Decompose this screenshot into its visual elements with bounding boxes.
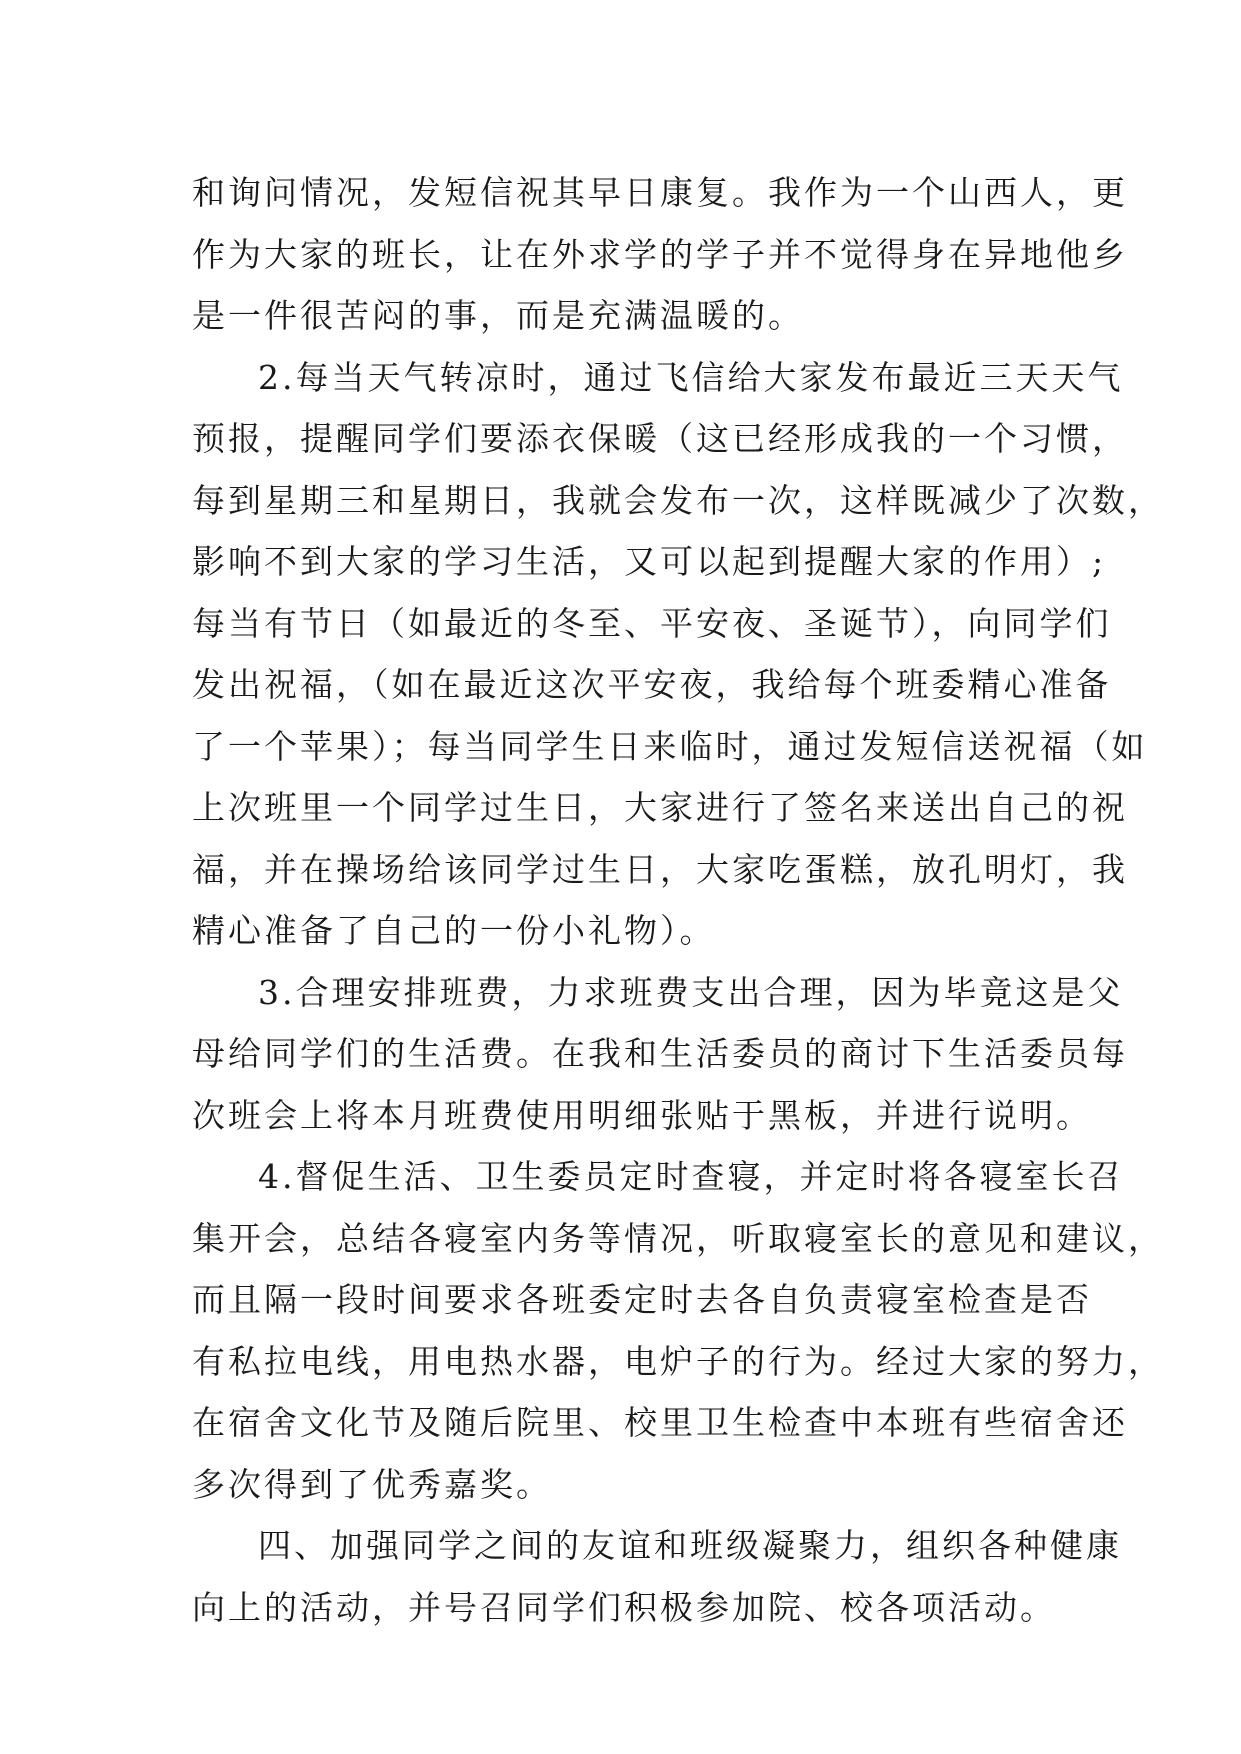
text-line: 精心准备了自己的一份小礼物）。: [192, 911, 716, 950]
text-line: 母给同学们的生活费。在我和生活委员的商讨下生活委员每: [192, 1034, 1128, 1073]
text-line: 在宿舍文化节及随后院里、校里卫生检查中本班有些宿舍还: [192, 1403, 1128, 1442]
text-line: 而且隔一段时间要求各班委定时去各自负责寝室检查是否: [192, 1280, 1092, 1319]
text-line: 每当有节日（如最近的冬至、平安夜、圣诞节），向同学们: [192, 603, 1112, 643]
text-line: 是一件很苦闷的事，而是充满温暖的。: [192, 296, 804, 335]
text-line: 4.督促生活、卫生委员定时查寝，并定时将各寝室长召: [258, 1157, 1124, 1196]
paragraph-4: [192, 1146, 1164, 1515]
text-line: 多次得到了优秀嘉奖。: [192, 1464, 552, 1504]
text-line: 有私拉电线，用电热水器，电炉子的行为。经过大家的努力，: [192, 1341, 1164, 1381]
text-line: 四、加强同学之间的友谊和班级凝聚力，组织各种健康: [258, 1526, 1122, 1565]
text-line: 2.每当天气转凉时，通过飞信给大家发布最近三天天气: [258, 357, 1124, 397]
text-line: 影响不到大家的学习生活，又可以起到提醒大家的作用）;: [192, 542, 1107, 581]
text-line: 次班会上将本月班费使用明细张贴于黑板，并进行说明。: [192, 1095, 1092, 1135]
text-line: 作为大家的班长，让在外求学的学子并不觉得身在异地他乡: [192, 234, 1128, 274]
text-line: 发出祝福，（如在最近这次平安夜，我给每个班委精心准备: [192, 665, 1112, 704]
text-line: 预报，提醒同学们要添衣保暖（这已经形成我的一个习惯，: [192, 419, 1128, 458]
paragraph-1: [192, 162, 1128, 347]
text-line: 上次班里一个同学过生日，大家进行了签名来送出自己的祝: [192, 788, 1128, 827]
paragraph-2: [192, 347, 1164, 962]
text-line: 福，并在操场给该同学过生日，大家吃蛋糕，放孔明灯，我: [192, 849, 1128, 889]
text-line: 和询问情况，发短信祝其早日康复。我作为一个山西人，更: [192, 173, 1128, 212]
paragraph-3: [192, 962, 1128, 1147]
text-line: 了一个苹果）；每当同学生日来临时，通过发短信送祝福（如: [192, 726, 1148, 766]
text-line: 3.合理安排班费，力求班费支出合理，因为毕竟这是父: [258, 972, 1124, 1012]
document-body: [192, 162, 1164, 1638]
text-line: 向上的活动，并号召同学们积极参加院、校各项活动。: [192, 1587, 1056, 1627]
paragraph-5: [192, 1515, 1122, 1638]
text-line: 每到星期三和星期日，我就会发布一次，这样既减少了次数，: [192, 480, 1164, 520]
text-line: 集开会，总结各寝室内务等情况，听取寝室长的意见和建议，: [192, 1218, 1164, 1258]
